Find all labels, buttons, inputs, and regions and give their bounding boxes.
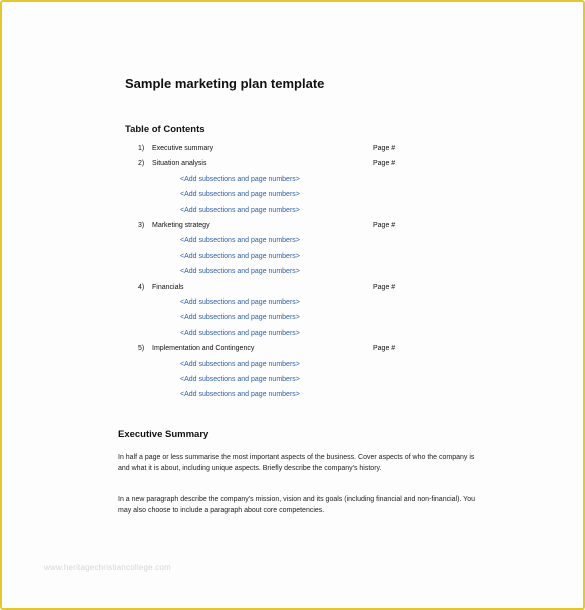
- toc-entry: [2, 145, 585, 157]
- toc-entry: [2, 160, 585, 172]
- toc-subsection-row: [2, 207, 585, 219]
- toc-entry-number: 4): [138, 283, 145, 291]
- toc-subsection-placeholder: <Add subsections and page numbers>: [180, 314, 300, 322]
- toc-subsection-placeholder: <Add subsections and page numbers>: [180, 360, 300, 368]
- toc-subsection-row: [2, 330, 585, 342]
- toc-subsection-row: [2, 176, 585, 188]
- toc-subsection-row: [2, 191, 585, 203]
- toc-entry-page: Page #: [373, 283, 396, 291]
- toc-entry-number: 5): [138, 345, 145, 353]
- toc-entry-page: Page #: [373, 145, 396, 152]
- toc-entry-label: Financials: [152, 283, 184, 291]
- toc-entry-number: 1): [138, 145, 145, 152]
- page-title: Sample marketing plan template: [125, 76, 325, 91]
- toc-subsection-row: [2, 299, 585, 311]
- watermark-text: www.heritagechristiancollege.com: [44, 563, 171, 572]
- toc-entry-label: Situation analysis: [152, 160, 207, 168]
- toc-subsection-row: [2, 391, 585, 403]
- toc-subsection-row: [2, 253, 585, 265]
- toc-entry-label: Executive summary: [152, 145, 214, 152]
- toc-subsection-placeholder: <Add subsections and page numbers>: [180, 391, 300, 399]
- toc-subsection-placeholder: <Add subsections and page numbers>: [180, 206, 300, 214]
- toc-entry: [2, 345, 585, 357]
- toc-subsection-placeholder: <Add subsections and page numbers>: [180, 299, 300, 306]
- toc-subsection-placeholder: <Add subsections and page numbers>: [180, 191, 300, 199]
- toc-entry: [2, 284, 585, 296]
- toc-subsection-placeholder: <Add subsections and page numbers>: [180, 252, 300, 260]
- toc-entry-number: 3): [138, 222, 145, 229]
- toc-subsection-row: [2, 314, 585, 326]
- toc-entry-page: Page #: [373, 160, 396, 168]
- toc-subsection-row: [2, 237, 585, 249]
- toc-entry: [2, 222, 585, 234]
- mission-paragraph: In a new paragraph describe the company's mission, vision and its goals (including financial and non-financial). You may also choose to include a paragraph about core competencies.: [118, 496, 475, 514]
- toc-subsection-placeholder: <Add subsections and page numbers>: [180, 376, 300, 383]
- toc-entry-page: Page #: [373, 222, 396, 229]
- toc-heading: Table of Contents: [125, 124, 205, 135]
- toc-subsection-placeholder: <Add subsections and page numbers>: [180, 175, 300, 183]
- executive-summary-heading: Executive Summary: [118, 429, 209, 440]
- toc-entry-label: Marketing strategy: [152, 222, 210, 229]
- toc-subsection-row: [2, 376, 585, 388]
- toc-subsection-placeholder: <Add subsections and page numbers>: [180, 268, 300, 276]
- toc-entry-number: 2): [138, 160, 145, 168]
- toc-subsection-row: [2, 361, 585, 373]
- toc-subsection-placeholder: <Add subsections and page numbers>: [180, 237, 300, 245]
- executive-summary-paragraph: In half a page or less summarise the most important aspects of the business. Cover aspects of who the company is and what it is about, including unique aspects. Briefly describe the company's history.: [118, 454, 475, 472]
- toc-subsection-row: [2, 268, 585, 280]
- toc-entry-page: Page #: [373, 345, 396, 353]
- toc-subsection-placeholder: <Add subsections and page numbers>: [180, 329, 300, 337]
- toc-entry-label: Implementation and Contingency: [152, 345, 255, 353]
